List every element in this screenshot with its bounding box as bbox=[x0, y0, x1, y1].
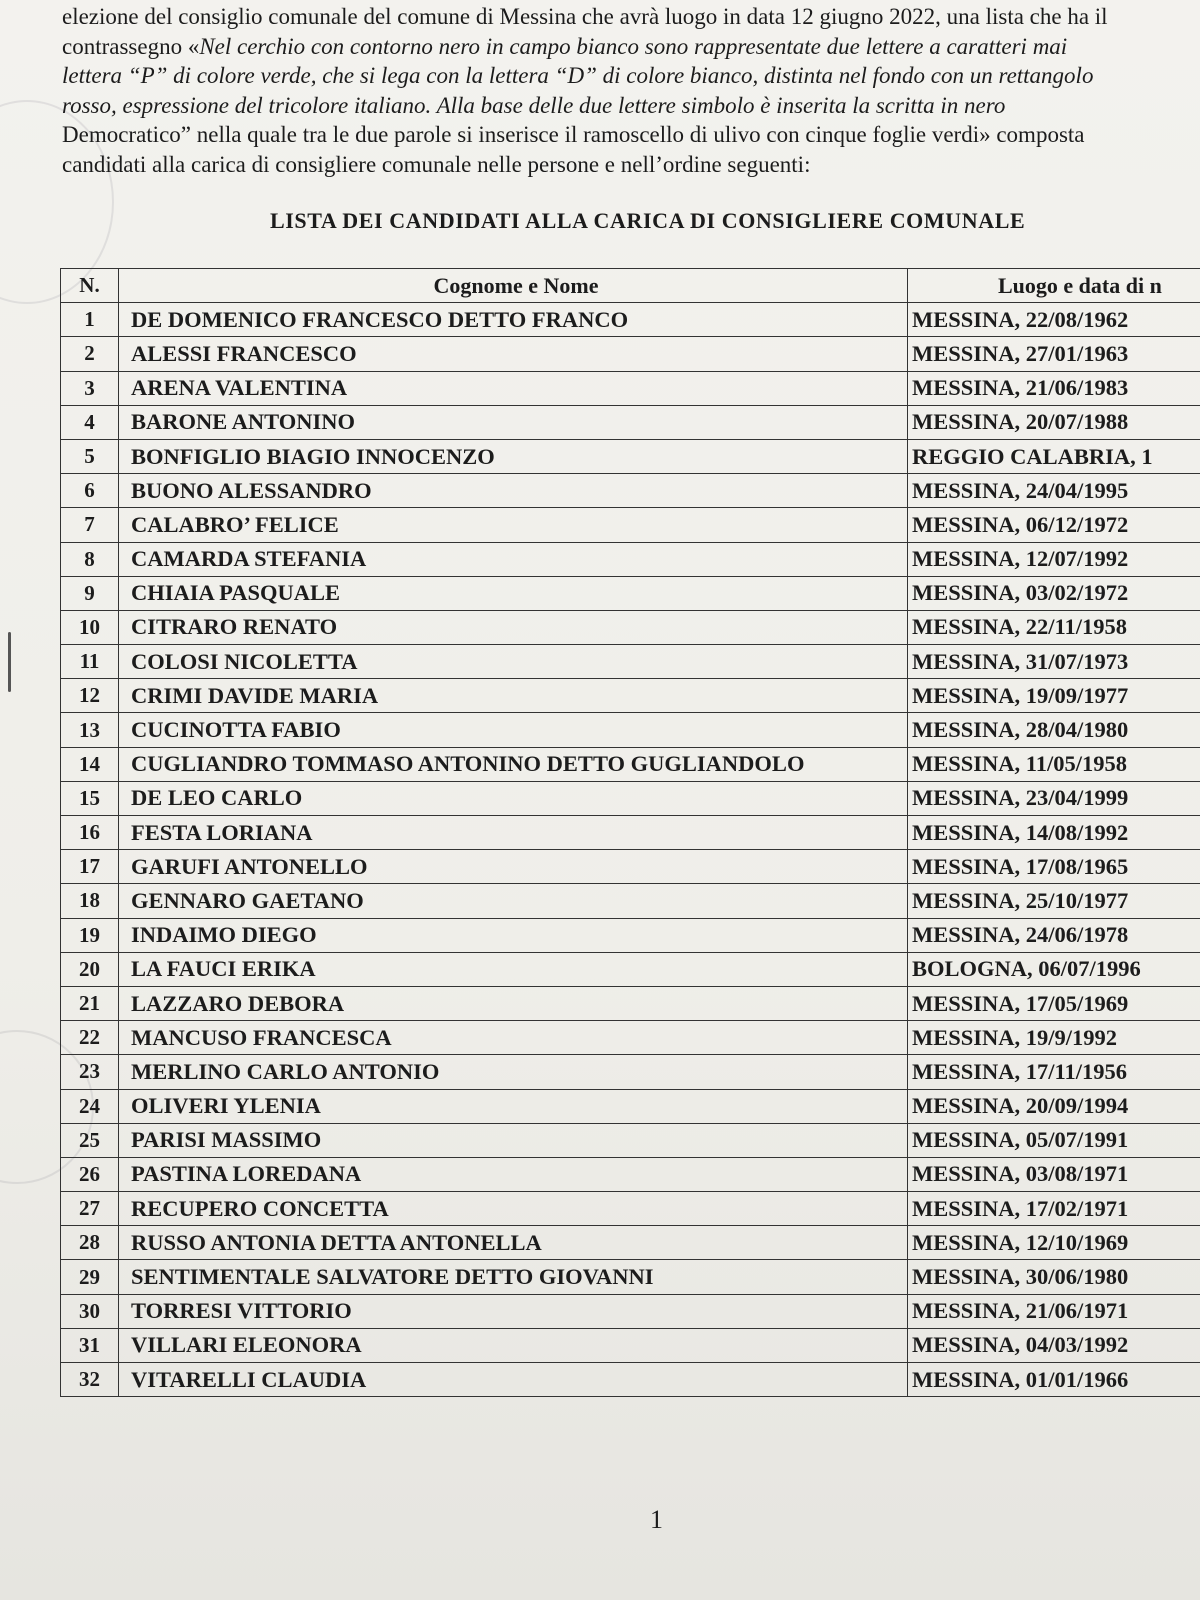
table-row bbox=[61, 918, 1200, 952]
row-number: 13 bbox=[61, 713, 119, 747]
table-row bbox=[61, 1226, 1200, 1260]
birth-place-date: MESSINA, 05/07/1991 bbox=[908, 1123, 1200, 1157]
row-number: 7 bbox=[61, 508, 119, 542]
candidate-name: CHIAIA PASQUALE bbox=[119, 576, 908, 610]
table-row bbox=[61, 405, 1200, 439]
row-number: 18 bbox=[61, 884, 119, 918]
candidate-name: LA FAUCI ERIKA bbox=[119, 952, 908, 986]
page-number: 1 bbox=[650, 1505, 663, 1534]
row-number: 14 bbox=[61, 747, 119, 781]
intro-line: candidati alla carica di consigliere comunale nelle persone e nell’ordine seguenti: bbox=[62, 151, 811, 177]
intro-line: Democratico” nella quale tra le due parole si inserisce il ramoscello di ulivo con cinque foglie verdi» composta bbox=[62, 122, 1085, 147]
birth-place-date: MESSINA, 20/07/1988 bbox=[908, 405, 1200, 439]
candidate-name: TORRESI VITTORIO bbox=[119, 1294, 908, 1328]
birth-place-date: MESSINA, 14/08/1992 bbox=[908, 816, 1200, 850]
birth-place-date: MESSINA, 03/02/1972 bbox=[908, 576, 1200, 610]
row-number: 17 bbox=[61, 850, 119, 884]
table-row bbox=[61, 303, 1200, 337]
row-number: 19 bbox=[61, 918, 119, 952]
intro-paragraph bbox=[62, 2, 1200, 179]
candidate-name: INDAIMO DIEGO bbox=[119, 918, 908, 952]
row-number: 26 bbox=[61, 1157, 119, 1191]
candidate-name: CAMARDA STEFANIA bbox=[119, 542, 908, 576]
row-number: 32 bbox=[61, 1363, 119, 1397]
row-number: 6 bbox=[61, 474, 119, 508]
table-row bbox=[61, 1328, 1200, 1362]
table-row bbox=[61, 1363, 1200, 1397]
birth-place-date: MESSINA, 24/04/1995 bbox=[908, 474, 1200, 508]
candidate-name: RECUPERO CONCETTA bbox=[119, 1192, 908, 1226]
intro-italic-text: Nel cerchio con contorno nero in campo bianco sono rappresentate due lettere a caratteri mai bbox=[199, 33, 1068, 59]
intro-line: lettera “P” di colore verde, che si lega con la lettera “D” di colore bianco, distinta nel fondo con un rettangolo bbox=[62, 63, 1094, 88]
row-number: 9 bbox=[61, 576, 119, 610]
header-birthplace: Luogo e data di n bbox=[908, 269, 1200, 303]
row-number: 15 bbox=[61, 781, 119, 815]
birth-place-date: REGGIO CALABRIA, 1 bbox=[908, 439, 1200, 473]
table-row bbox=[61, 1157, 1200, 1191]
row-number: 21 bbox=[61, 986, 119, 1020]
candidate-name: BONFIGLIO BIAGIO INNOCENZO bbox=[119, 439, 908, 473]
birth-place-date: MESSINA, 19/9/1992 bbox=[908, 1021, 1200, 1055]
row-number: 16 bbox=[61, 816, 119, 850]
birth-place-date: MESSINA, 17/11/1956 bbox=[908, 1055, 1200, 1089]
candidate-name: MANCUSO FRANCESCA bbox=[119, 1021, 908, 1055]
candidate-name: BARONE ANTONINO bbox=[119, 405, 908, 439]
birth-place-date: MESSINA, 17/05/1969 bbox=[908, 986, 1200, 1020]
candidate-name: COLOSI NICOLETTA bbox=[119, 645, 908, 679]
birth-place-date: MESSINA, 28/04/1980 bbox=[908, 713, 1200, 747]
table-row bbox=[61, 816, 1200, 850]
table-row bbox=[61, 371, 1200, 405]
birth-place-date: MESSINA, 23/04/1999 bbox=[908, 781, 1200, 815]
birth-place-date: MESSINA, 12/10/1969 bbox=[908, 1226, 1200, 1260]
candidate-name: ARENA VALENTINA bbox=[119, 371, 908, 405]
candidate-name: MERLINO CARLO ANTONIO bbox=[119, 1055, 908, 1089]
row-number: 29 bbox=[61, 1260, 119, 1294]
birth-place-date: MESSINA, 22/11/1958 bbox=[908, 610, 1200, 644]
table-row bbox=[61, 850, 1200, 884]
birth-place-date: MESSINA, 21/06/1971 bbox=[908, 1294, 1200, 1328]
header-number: N. bbox=[61, 269, 119, 303]
table-row bbox=[61, 1021, 1200, 1055]
table-row bbox=[61, 1192, 1200, 1226]
row-number: 5 bbox=[61, 439, 119, 473]
table-row bbox=[61, 952, 1200, 986]
table-row bbox=[61, 1089, 1200, 1123]
row-number: 23 bbox=[61, 1055, 119, 1089]
birth-place-date: MESSINA, 03/08/1971 bbox=[908, 1157, 1200, 1191]
candidate-name: VITARELLI CLAUDIA bbox=[119, 1363, 908, 1397]
margin-pen-mark bbox=[8, 632, 11, 692]
table-title: LISTA DEI CANDIDATI ALLA CARICA DI CONSIGLIERE COMUNALE bbox=[270, 208, 1026, 233]
candidate-name: PASTINA LOREDANA bbox=[119, 1157, 908, 1191]
row-number: 10 bbox=[61, 610, 119, 644]
table-row bbox=[61, 1260, 1200, 1294]
row-number: 11 bbox=[61, 645, 119, 679]
candidate-name: CUCINOTTA FABIO bbox=[119, 713, 908, 747]
birth-place-date: MESSINA, 11/05/1958 bbox=[908, 747, 1200, 781]
birth-place-date: MESSINA, 12/07/1992 bbox=[908, 542, 1200, 576]
birth-place-date: MESSINA, 24/06/1978 bbox=[908, 918, 1200, 952]
candidate-name: OLIVERI YLENIA bbox=[119, 1089, 908, 1123]
table-row bbox=[61, 439, 1200, 473]
candidate-name: LAZZARO DEBORA bbox=[119, 986, 908, 1020]
candidate-name: VILLARI ELEONORA bbox=[119, 1328, 908, 1362]
birth-place-date: MESSINA, 22/08/1962 bbox=[908, 303, 1200, 337]
row-number: 4 bbox=[61, 405, 119, 439]
table-row bbox=[61, 1055, 1200, 1089]
row-number: 8 bbox=[61, 542, 119, 576]
table-row bbox=[61, 337, 1200, 371]
candidate-name: DE LEO CARLO bbox=[119, 781, 908, 815]
row-number: 31 bbox=[61, 1328, 119, 1362]
candidate-name: GENNARO GAETANO bbox=[119, 884, 908, 918]
candidate-name: RUSSO ANTONIA DETTA ANTONELLA bbox=[119, 1226, 908, 1260]
table-row bbox=[61, 542, 1200, 576]
birth-place-date: MESSINA, 27/01/1963 bbox=[908, 337, 1200, 371]
table-row bbox=[61, 747, 1200, 781]
candidate-name: GARUFI ANTONELLO bbox=[119, 850, 908, 884]
birth-place-date: MESSINA, 04/03/1992 bbox=[908, 1328, 1200, 1362]
table-header-row bbox=[61, 269, 1200, 303]
row-number: 20 bbox=[61, 952, 119, 986]
birth-place-date: MESSINA, 19/09/1977 bbox=[908, 679, 1200, 713]
birth-place-date: MESSINA, 17/08/1965 bbox=[908, 850, 1200, 884]
row-number: 25 bbox=[61, 1123, 119, 1157]
candidate-name: CITRARO RENATO bbox=[119, 610, 908, 644]
candidate-name: FESTA LORIANA bbox=[119, 816, 908, 850]
table-row bbox=[61, 508, 1200, 542]
candidates-table bbox=[60, 268, 1200, 1397]
candidate-name: PARISI MASSIMO bbox=[119, 1123, 908, 1157]
table-row bbox=[61, 610, 1200, 644]
table-row bbox=[61, 679, 1200, 713]
candidate-name: ALESSI FRANCESCO bbox=[119, 337, 908, 371]
birth-place-date: MESSINA, 21/06/1983 bbox=[908, 371, 1200, 405]
birth-place-date: MESSINA, 31/07/1973 bbox=[908, 645, 1200, 679]
row-number: 24 bbox=[61, 1089, 119, 1123]
row-number: 28 bbox=[61, 1226, 119, 1260]
table-row bbox=[61, 781, 1200, 815]
candidate-name: BUONO ALESSANDRO bbox=[119, 474, 908, 508]
table-row bbox=[61, 1294, 1200, 1328]
table-row bbox=[61, 474, 1200, 508]
birth-place-date: MESSINA, 30/06/1980 bbox=[908, 1260, 1200, 1294]
table-row bbox=[61, 645, 1200, 679]
table-body bbox=[61, 303, 1200, 1397]
candidate-name: CALABRO’ FELICE bbox=[119, 508, 908, 542]
row-number: 2 bbox=[61, 337, 119, 371]
intro-line: rosso, espressione del tricolore italiano. Alla base delle due lettere simbolo è inserita la scritta in nero bbox=[62, 92, 1006, 118]
candidate-name: SENTIMENTALE SALVATORE DETTO GIOVANNI bbox=[119, 1260, 908, 1294]
table-row bbox=[61, 986, 1200, 1020]
row-number: 12 bbox=[61, 679, 119, 713]
row-number: 3 bbox=[61, 371, 119, 405]
intro-line: elezione del consiglio comunale del comune di Messina che avrà luogo in data 12 giugno 2022, una lista che ha il bbox=[62, 4, 1108, 29]
row-number: 22 bbox=[61, 1021, 119, 1055]
row-number: 1 bbox=[61, 303, 119, 337]
table-row bbox=[61, 1123, 1200, 1157]
candidate-name: CRIMI DAVIDE MARIA bbox=[119, 679, 908, 713]
table-row bbox=[61, 884, 1200, 918]
table-row bbox=[61, 713, 1200, 747]
birth-place-date: MESSINA, 01/01/1966 bbox=[908, 1363, 1200, 1397]
birth-place-date: MESSINA, 06/12/1972 bbox=[908, 508, 1200, 542]
birth-place-date: MESSINA, 20/09/1994 bbox=[908, 1089, 1200, 1123]
candidate-name: DE DOMENICO FRANCESCO DETTO FRANCO bbox=[119, 303, 908, 337]
birth-place-date: BOLOGNA, 06/07/1996 bbox=[908, 952, 1200, 986]
row-number: 27 bbox=[61, 1192, 119, 1226]
birth-place-date: MESSINA, 17/02/1971 bbox=[908, 1192, 1200, 1226]
table-row bbox=[61, 576, 1200, 610]
intro-line: contrassegno «Nel cerchio con contorno nero in campo bianco sono rappresentate due lettere a caratteri mai bbox=[62, 33, 1068, 59]
header-name: Cognome e Nome bbox=[119, 269, 908, 303]
birth-place-date: MESSINA, 25/10/1977 bbox=[908, 884, 1200, 918]
candidate-name: CUGLIANDRO TOMMASO ANTONINO DETTO GUGLIANDOLO bbox=[119, 747, 908, 781]
row-number: 30 bbox=[61, 1294, 119, 1328]
